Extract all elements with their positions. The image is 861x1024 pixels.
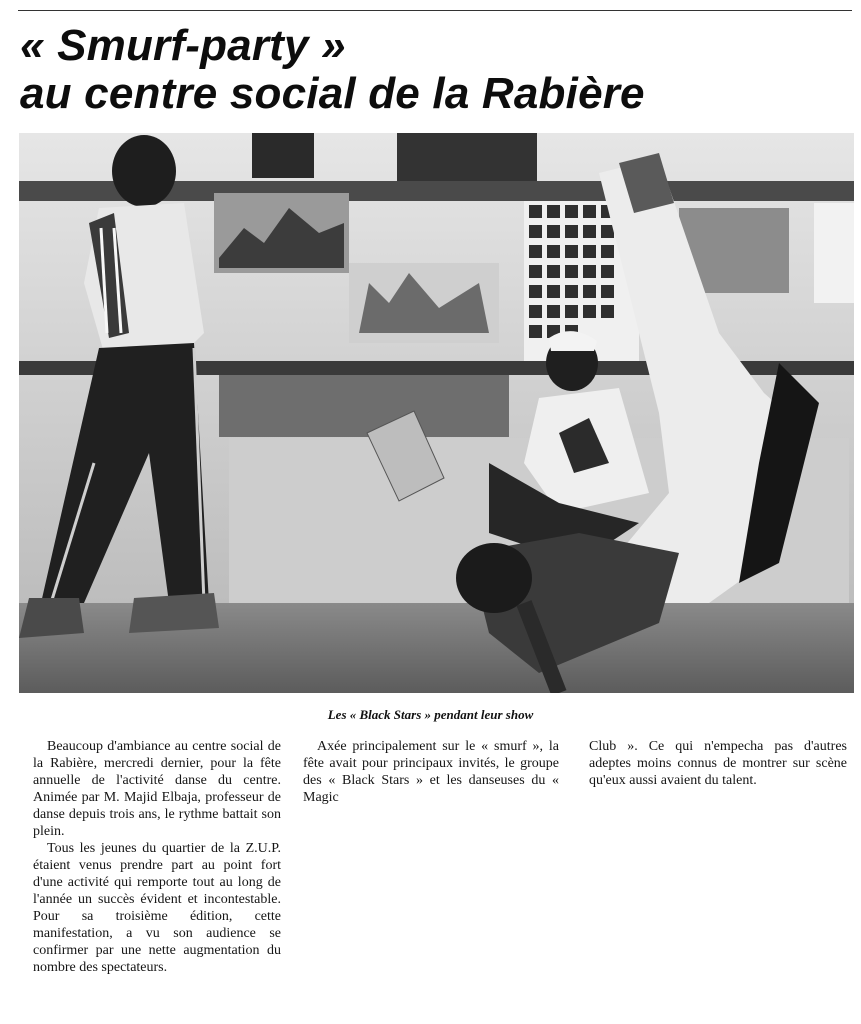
text-column-1 [33, 738, 281, 976]
photo-caption: Les « Black Stars » pendant leur show [327, 707, 534, 722]
headline-line-1: « Smurf-party » [20, 21, 346, 70]
top-rule [18, 10, 852, 11]
shelf [219, 375, 509, 437]
text-column-3 [589, 738, 847, 789]
poster [814, 203, 854, 303]
headline [20, 22, 850, 118]
headline-line-2: au centre social de la Rabière [20, 69, 645, 118]
paragraph: Axée principalement sur le « smurf », la fête avait pour principaux invités, le groupe des « Black Stars » et les danseuses du « Magic [303, 739, 559, 805]
poster [397, 133, 537, 181]
paragraph: Club ». Ce qui n'empecha pas d'autres adeptes moins connus de montrer sur scène qu'eux aussi avaient du talent. [589, 739, 847, 788]
poster [252, 133, 314, 178]
dancers-photo [19, 133, 854, 693]
paragraph: Tous les jeunes du quartier de la Z.U.P. étaient venus prendre part au point fort d'une activité qui remporte tout au long de l'année un succès évident et incontestable. Pour sa troisième édition, cette manifestation, a vu son audience se confirmer par une nette augmentation du nombre des spectateurs. [33, 841, 281, 975]
text-column-2 [303, 738, 559, 806]
paragraph: Beaucoup d'ambiance au centre social de la Rabière, mercredi dernier, pour la fête annuelle de l'activité danse du centre. Animée par M. Majid Elbaja, professeur de danse depuis trois ans, le rythme battait son plein. [33, 739, 281, 839]
photo-illustration [19, 133, 854, 693]
